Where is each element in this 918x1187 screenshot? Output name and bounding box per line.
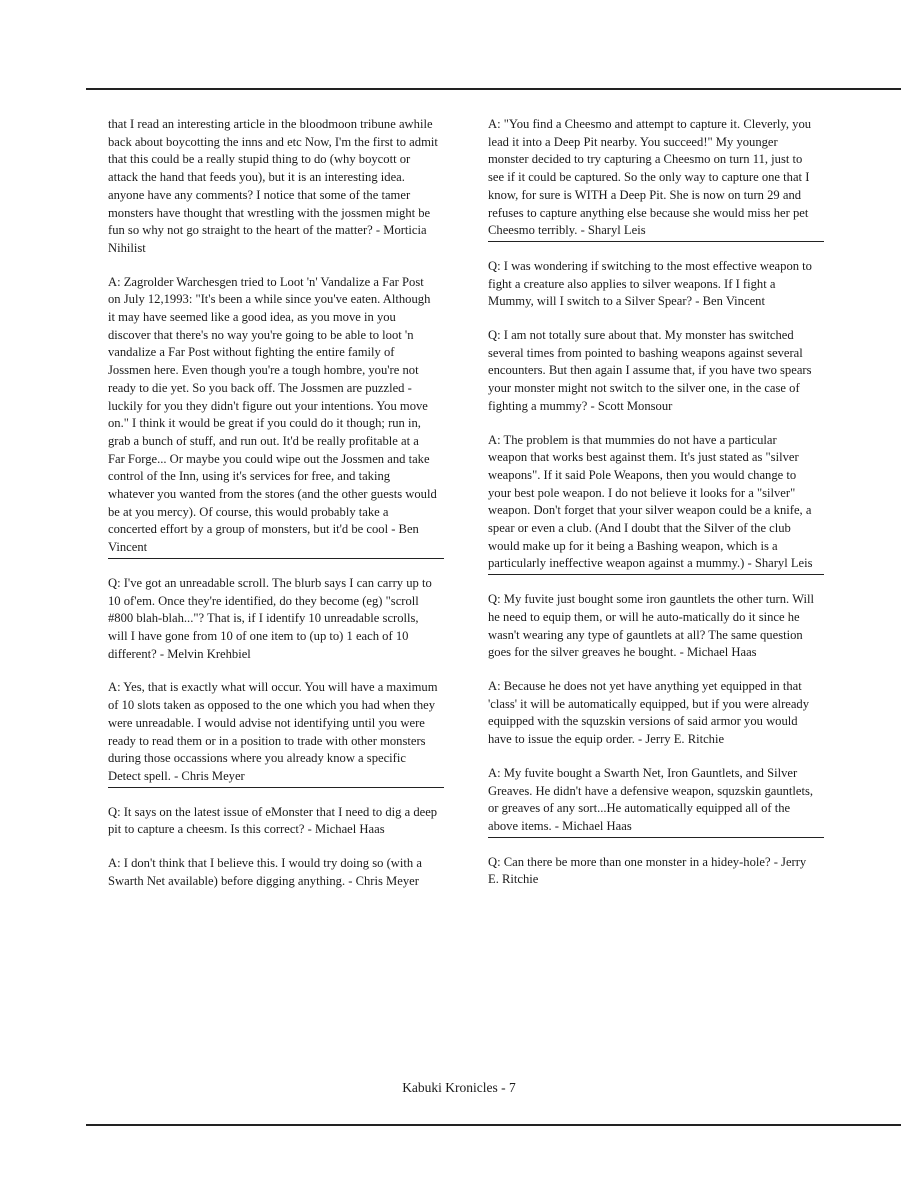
qa-entry: Q: I am not totally sure about that. My monster has switched several times from pointed to bashing weapons against several encounters. But then again I assume that, if you have two spears your monster might not switch to the silver one, in the case of fighting a mummy? - Scott Monsour [488,328,812,413]
qa-entry: A: Yes, that is exactly what will occur. You will have a maximum of 10 slots taken as opposed to the one which you had when they were unreadable. I would advise not identifying until you were ready to read them or in a position to trade with other monsters during those occassions where you already know a specific Detect spell. - Chris Meyer [108,679,444,787]
top-rule [86,88,901,90]
qa-entry: Q: Can there be more than one monster in a hidey-hole? - Jerry E. Ritchie [488,854,807,887]
qa-entry: A: The problem is that mummies do not have a particular weapon that works best against them. It's just stated as "silver weapons". If it said Pole Weapons, then you would change to your best pole weapon. I do not believe it looks for a "silver" weapon. Don't forget that your silver weapon could be a knife, a spear or even a club. (And I doubt that the Silver of the club would make up for it being a Bashing weapon, which is a particularly ineffective weapon against a mummy.) - Sharyl Leis [488,432,824,576]
qa-entry: Q: I was wondering if switching to the most effective weapon to fight a creature also applies to silver weapons. If I fight a Mummy, will I switch to a Silver Spear? - Ben Vincent [488,258,812,309]
page-footer: Kabuki Kronicles - 7 [402,1080,516,1095]
qa-entry: Q: My fuvite just bought some iron gauntlets the other turn. Will he need to equip them, or will he auto-matically do it since he wasn't wearing any type of gauntlets at all? The same question goes for the silver greaves he bought. - Michael Haas [488,592,814,660]
qa-entry: A: Zagrolder Warchesgen tried to Loot 'n' Vandalize a Far Post on July 12,1993: "It's been a while since you've eaten. Although it may have seemed like a good idea, as you move in you discover that there's no way you're going to be able to loot 'n vandalize a Far Post without fighting the entire family of Jossmen here. Even though you're a tough hombre, you're not ready to die yet. So you back off. The Jossmen are puzzled - luckily for you they didn't figure out your intentions. You move on." I think it would be great if you could do it though; run in, grab a bunch of stuff, and run out. It'd be really profitable at a Far Forge... Or maybe you could wipe out the Jossmen and take control of the Inn, using it's services for free, and taking whatever you wanted from the stores (and the other guests would be at you mercy). Of course, this would probably take a concerted effort by a group of monsters, but it'd be cool - Ben Vincent [108,274,444,559]
qa-entry: A: I don't think that I believe this. I would try doing so (with a Swarth Net available) before digging anything. - Chris Meyer [108,856,422,888]
bottom-rule [86,1124,901,1126]
qa-entry: that I read an interesting article in the bloodmoon tribune awhile back about boycotting the inns and etc Now, I'm the first to admit that this could be a really stupid thing to do (why boycott or attack the hand that feeds you), but it is an interesting idea. anyone have any comments? I notice that some of the tamer monsters have thought that wrestling with the jossmen might be fun so why not go straight to the heart of the matter? - Morticia Nihilist [108,117,438,255]
qa-entry: Q: I've got an unreadable scroll. The blurb says I can carry up to 10 of'em. Once they're identified, do they become (eg) "scroll #800 blah-blah..."? That is, if I identify 10 unreadable scrolls, will I have gone from 10 of one item to (up to) 1 each of 10 different? - Melvin Krehbiel [108,575,432,661]
qa-entry: A: "You find a Cheesmo and attempt to capture it. Cleverly, you lead it into a Deep Pit nearby. You succeed!" My younger monster decided to try capturing a Cheesmo on turn 11, just to see if it could be captured. So the only way to capture one that I know, for sure is WITH a Deep Pit. She is now on turn 29 and refuses to capture anything else because she would miss her pet Cheesmo terribly. - Sharyl Leis [488,116,824,242]
right-column [488,116,818,905]
qa-entry: A: My fuvite bought a Swarth Net, Iron Gauntlets, and Silver Greaves. He didn't have a defensive weapon, squzskin gauntlets, or greaves of any sort...He automatically equipped all of the above items. - Michael Haas [488,765,824,838]
qa-entry: A: Because he does not yet have anything yet equipped in that 'class' it will be automatically equipped, but if you were already equipped with the squzskin versions of said armor you would have to issue the equip order. - Jerry E. Ritchie [488,678,810,747]
left-column [108,116,438,906]
qa-entry: Q: It says on the latest issue of eMonster that I need to dig a deep pit to capture a cheesm. Is this correct? - Michael Haas [108,804,438,837]
